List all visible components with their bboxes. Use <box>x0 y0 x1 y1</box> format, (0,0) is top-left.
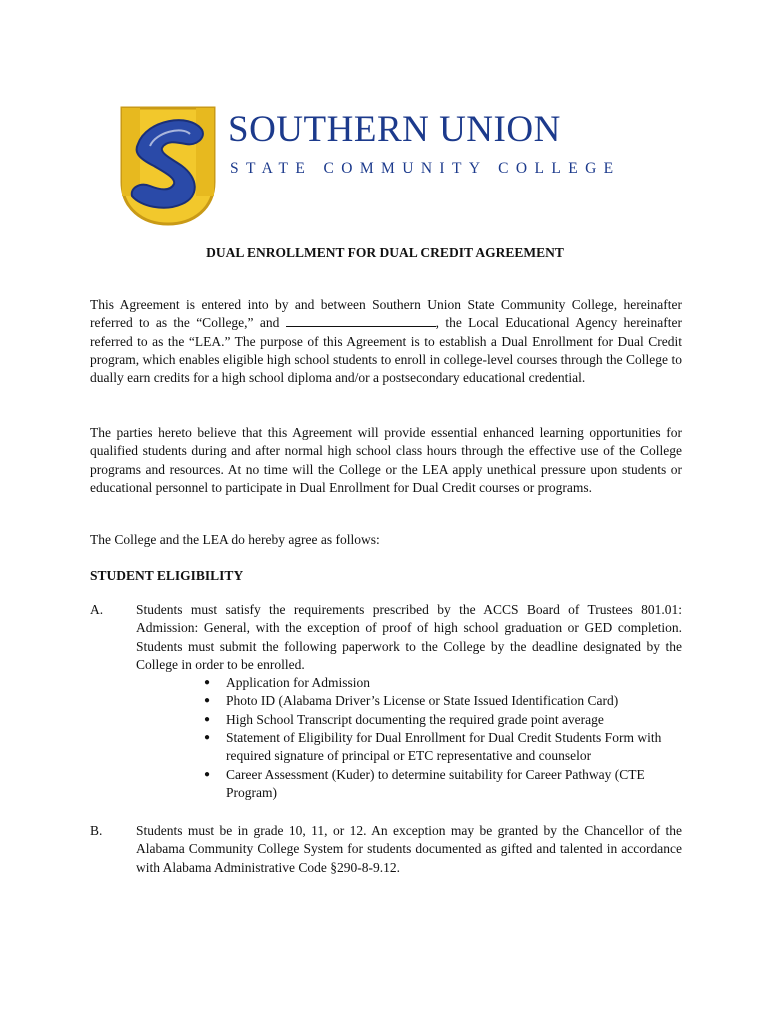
list-item: ● Statement of Eligibility for Dual Enrollment for Dual Credit Students Form with required signature of principal or ETC representative and counselor <box>204 730 662 764</box>
intro-text-end: , the Local Educational Agency hereinafter referred to as the “LEA.” The purpose of this Agreement is to establish a Dual Enrollment for Dual Credit program, which enables eligible high school students to enroll in college-level courses through the College to dually earn credits for a high school diploma and/or a postsecondary educational credential. <box>90 315 682 386</box>
list-item: ● Career Assessment (Kuder) to determine suitability for Career Pathway (CTE Program) <box>204 766 645 800</box>
item-marker: A. <box>90 602 104 617</box>
intro-text-start: This Agreement is entered into by and between Southern Union State Community College, hereinafter referred to as the “College,” and <box>90 297 682 331</box>
bullet-icon: ● <box>204 677 211 689</box>
union-u-emblem-icon <box>116 104 220 228</box>
bullet-icon: ● <box>204 713 211 725</box>
college-name: SOUTHERN UNION <box>228 109 561 150</box>
list-item: ● Application for Admission <box>226 674 682 692</box>
required-paperwork-list <box>136 674 682 802</box>
list-item: ● High School Transcript documenting the required grade point average <box>226 711 682 729</box>
college-subtitle: STATE COMMUNITY COLLEGE <box>230 160 621 177</box>
section-heading: STUDENT ELIGIBILITY <box>90 568 244 583</box>
college-logo <box>116 104 676 228</box>
list-item: ● Photo ID (Alabama Driver’s License or State Issued Identification Card) <box>226 692 682 710</box>
bullet-icon: ● <box>204 768 211 780</box>
item-marker: B. <box>90 823 103 838</box>
eligibility-item-a <box>90 601 682 802</box>
eligibility-item-b <box>90 822 682 877</box>
item-text: Students must satisfy the requirements prescribed by the ACCS Board of Trustees 801.01: Admission: General, with the exception of proof of high school graduation or GED completion. Students must submit the following paperwork to the College by the deadline designated by the College in order to be enrolled. <box>136 602 682 672</box>
purpose-paragraph: The parties hereto believe that this Agreement will provide essential enhanced learning opportunities for qualified students during and after normal high school class hours through the effective use of the College programs and resources. At no time will the College or the LEA apply unethical pressure upon students or educational personnel to participate in Dual Enrollment for Dual Credit courses or programs. <box>90 425 682 495</box>
item-text: Students must be in grade 10, 11, or 12. An exception may be granted by the Chancellor of the Alabama Community College System for students documented as gifted and talented in accordance with Alabama Administrative Code §290-8-9.12. <box>136 823 682 875</box>
bullet-icon: ● <box>204 695 211 707</box>
lea-name-blank <box>286 314 436 327</box>
agreement-statement: The College and the LEA do hereby agree as follows: <box>90 532 380 547</box>
intro-paragraph <box>90 296 682 387</box>
document-title: DUAL ENROLLMENT FOR DUAL CREDIT AGREEMENT <box>206 245 564 260</box>
bullet-icon: ● <box>204 732 211 744</box>
